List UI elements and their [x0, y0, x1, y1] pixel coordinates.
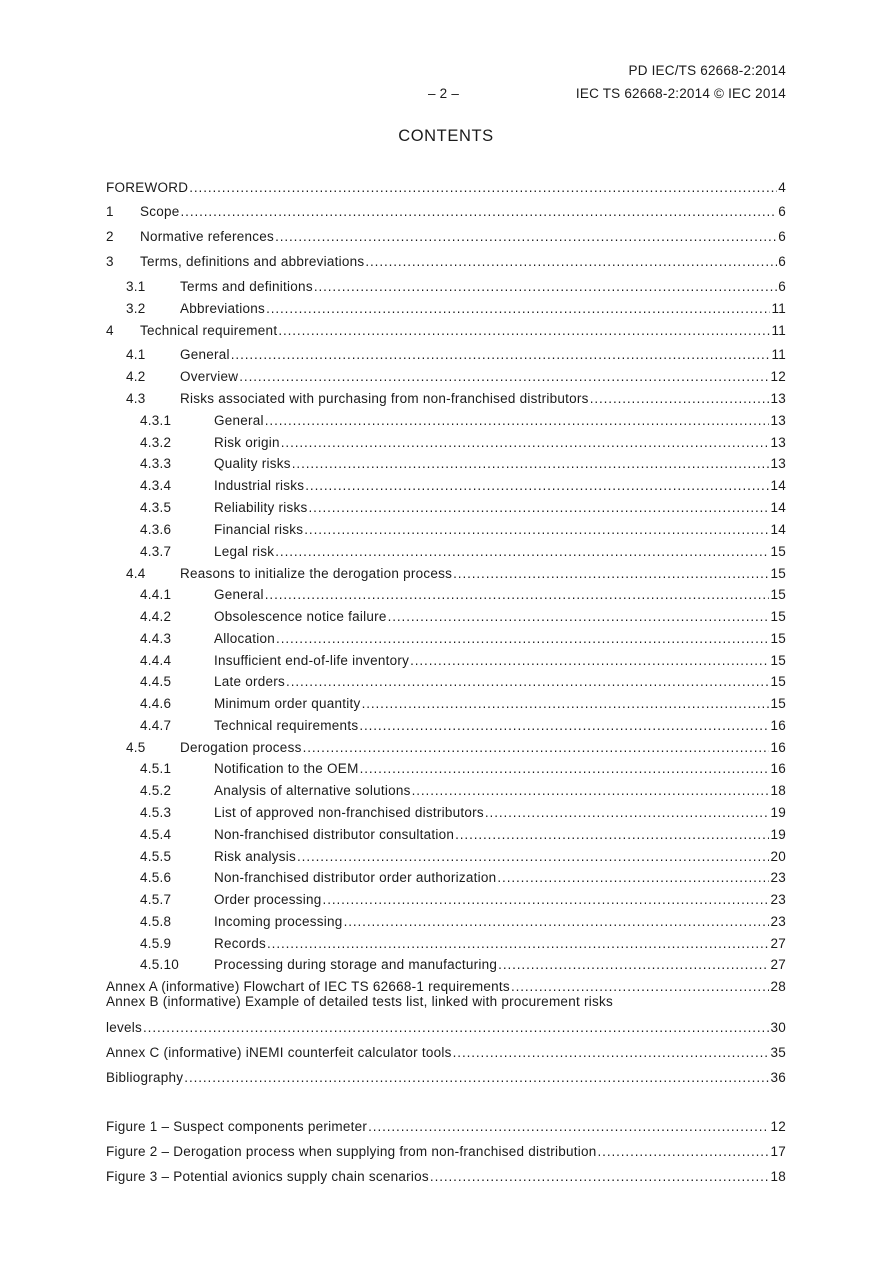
toc-entry[interactable]: [106, 1167, 786, 1185]
toc-dot-leader: [360, 761, 770, 777]
toc-entry[interactable]: [106, 1043, 786, 1061]
toc-entry[interactable]: [106, 321, 786, 339]
toc-entry-number: 4.4.5: [140, 674, 172, 689]
toc-entry[interactable]: [140, 454, 786, 472]
toc-entry-number: 4.2: [126, 369, 146, 384]
toc-entry-page: 23: [770, 892, 786, 907]
toc-entry-title: FOREWORD: [106, 180, 189, 195]
toc-entry-page: 14: [770, 522, 786, 537]
toc-entry-title: Figure 1 – Suspect components perimeter: [106, 1119, 368, 1134]
toc-entry[interactable]: [140, 890, 786, 908]
toc-entry[interactable]: [140, 868, 786, 886]
toc-dot-leader: [314, 279, 777, 295]
toc-entry-page: 23: [770, 914, 786, 929]
toc-entry[interactable]: [140, 476, 786, 494]
toc-entry-page: 18: [770, 783, 786, 798]
toc-entry[interactable]: [126, 389, 786, 407]
toc-entry[interactable]: [140, 629, 786, 647]
toc-entry-number: 4.5.8: [140, 914, 172, 929]
toc-entry-title: Technical requirement: [140, 323, 278, 338]
toc-dot-leader: [303, 740, 770, 756]
toc-entry-title: List of approved non-franchised distributors: [214, 805, 484, 820]
toc-entry-title: Reliability risks: [214, 500, 308, 515]
toc-entry-page: 13: [770, 456, 786, 471]
toc-entry[interactable]: [140, 912, 786, 930]
toc-entry-number: 2: [106, 229, 114, 244]
toc-dot-leader: [281, 435, 770, 451]
toc-entry-title: General: [214, 587, 264, 602]
toc-dot-leader: [388, 609, 770, 625]
toc-dot-leader: [275, 544, 769, 560]
toc-entry[interactable]: [126, 345, 786, 363]
toc-entry-title: Overview: [180, 369, 239, 384]
toc-entry[interactable]: [106, 1018, 786, 1036]
toc-entry-page: 12: [770, 369, 786, 384]
toc-dot-leader: [278, 323, 770, 339]
toc-entry-title: Late orders: [214, 674, 286, 689]
toc-entry-title: Risks associated with purchasing from non-franchised distributors: [180, 391, 589, 406]
toc-dot-leader: [498, 957, 769, 973]
toc-entry-number: 4.5.9: [140, 936, 172, 951]
toc-dot-leader: [430, 1169, 770, 1185]
toc-entry-title: Financial risks: [214, 522, 304, 537]
toc-entry-title: Technical requirements: [214, 718, 359, 733]
toc-entry-number: 4.3: [126, 391, 146, 406]
toc-entry-page: 15: [770, 653, 786, 668]
toc-entry-title: Records: [214, 936, 267, 951]
toc-entry[interactable]: [106, 1068, 786, 1086]
toc-entry-title: Figure 3 – Potential avionics supply chain scenarios: [106, 1169, 429, 1184]
toc-entry[interactable]: [126, 299, 786, 317]
toc-entry-title: Notification to the OEM: [214, 761, 359, 776]
toc-entry-page: 13: [770, 413, 786, 428]
toc-entry-page: 36: [770, 1070, 786, 1085]
toc-entry[interactable]: [140, 825, 786, 843]
toc-dot-leader: [485, 805, 770, 821]
toc-entry-page: 27: [770, 936, 786, 951]
toc-entry[interactable]: [126, 367, 786, 385]
toc-entry-title: Risk origin: [214, 435, 280, 450]
toc-entry[interactable]: [140, 694, 786, 712]
toc-dot-leader: [189, 180, 777, 196]
toc-entry[interactable]: [106, 977, 786, 995]
toc-entry-number: 4.3.5: [140, 500, 172, 515]
toc-entry-number: 4.4.1: [140, 587, 172, 602]
toc-dot-leader: [275, 229, 777, 245]
toc-entry-page: 6: [778, 254, 786, 269]
toc-entry-page: 15: [770, 696, 786, 711]
document-id: PD IEC/TS 62668-2:2014: [628, 63, 786, 78]
toc-dot-leader: [359, 718, 769, 734]
toc-dot-leader: [323, 892, 770, 908]
toc-entry-number: 3.2: [126, 301, 146, 316]
toc-entry-title: Obsolescence notice failure: [214, 609, 387, 624]
toc-entry-number: 4.5.10: [140, 957, 180, 972]
toc-entry-title: Order processing: [214, 892, 322, 907]
toc-entry-title: levels: [106, 1020, 143, 1035]
toc-entry-number: 3.1: [126, 279, 146, 294]
toc-dot-leader: [184, 1070, 769, 1086]
toc-entry[interactable]: [106, 202, 786, 220]
toc-dot-leader: [239, 369, 769, 385]
toc-entry-number: 4.5.4: [140, 827, 172, 842]
toc-entry-page: 14: [770, 478, 786, 493]
toc-entry-title: Allocation: [214, 631, 276, 646]
toc-entry-page: 11: [771, 323, 786, 338]
toc-entry-number: 4.4.7: [140, 718, 172, 733]
toc-entry-title: Annex A (informative) Flowchart of IEC TS 62668-1 requirements: [106, 979, 510, 994]
toc-entry[interactable]: [106, 1142, 786, 1160]
toc-entry-page: 15: [770, 674, 786, 689]
toc-entry-page: 15: [770, 631, 786, 646]
toc-entry[interactable]: [106, 1117, 786, 1135]
toc-entry-title: Insufficient end-of-life inventory: [214, 653, 410, 668]
toc-entry[interactable]: [140, 498, 786, 516]
toc-entry-page: 18: [770, 1169, 786, 1184]
toc-entry-title: Legal risk: [214, 544, 275, 559]
toc-entry[interactable]: [140, 781, 786, 799]
toc-entry-title: Derogation process: [180, 740, 302, 755]
page-number: – 2 –: [428, 86, 460, 101]
toc-entry[interactable]: [106, 227, 786, 245]
toc-entry[interactable]: [140, 759, 786, 777]
toc-entry-page: 15: [770, 544, 786, 559]
toc-entry-number: 4.3.6: [140, 522, 172, 537]
toc-entry[interactable]: [140, 803, 786, 821]
toc-dot-leader: [344, 914, 770, 930]
toc-entry[interactable]: [140, 433, 786, 451]
toc-entry-number: 4.1: [126, 347, 146, 362]
toc-entry-title: Bibliography: [106, 1070, 184, 1085]
toc-dot-leader: [412, 783, 770, 799]
toc-entry[interactable]: [140, 672, 786, 690]
toc-entry-number: 4.4.6: [140, 696, 172, 711]
toc-entry-page: 6: [778, 279, 786, 294]
toc-entry[interactable]: [106, 252, 786, 270]
toc-dot-leader: [365, 254, 777, 270]
toc-entry-number: 4.3.3: [140, 456, 172, 471]
toc-entry-number: 4.4: [126, 566, 146, 581]
toc-entry-page: 16: [770, 718, 786, 733]
toc-entry-number: 4.5.2: [140, 783, 172, 798]
toc-dot-leader: [267, 936, 769, 952]
toc-dot-leader: [286, 674, 769, 690]
toc-dot-leader: [292, 456, 770, 472]
toc-dot-leader: [455, 827, 769, 843]
toc-entry-page: 20: [770, 849, 786, 864]
toc-entry-page: 15: [770, 587, 786, 602]
toc-entry-title: Normative references: [140, 229, 275, 244]
toc-entry-number: 4.5: [126, 740, 146, 755]
toc-entry-page: 35: [770, 1045, 786, 1060]
toc-entry-number: 4.5.3: [140, 805, 172, 820]
toc-entry-page: 30: [770, 1020, 786, 1035]
toc-entry[interactable]: [140, 411, 786, 429]
toc-entry-title: Incoming processing: [214, 914, 343, 929]
toc-entry-page: 14: [770, 500, 786, 515]
toc-entry-title: Minimum order quantity: [214, 696, 361, 711]
toc-entry-number: 4.4.4: [140, 653, 172, 668]
toc-entry-title: Annex C (informative) iNEMI counterfeit calculator tools: [106, 1045, 452, 1060]
toc-entry-page: 23: [770, 870, 786, 885]
standard-copyright: IEC TS 62668-2:2014 © IEC 2014: [575, 86, 786, 101]
toc-entry-title: Industrial risks: [214, 478, 305, 493]
toc-entry-title: Non-franchised distributor consultation: [214, 827, 455, 842]
toc-entry-number: 4.5.6: [140, 870, 172, 885]
toc-entry-title: Quality risks: [214, 456, 291, 471]
toc-dot-leader: [410, 653, 769, 669]
toc-dot-leader: [304, 522, 769, 538]
toc-dot-leader: [276, 631, 769, 647]
toc-entry[interactable]: [140, 607, 786, 625]
toc-entry[interactable]: [140, 585, 786, 603]
toc-entry-title: General: [180, 347, 230, 362]
toc-entry-title: Scope: [140, 204, 180, 219]
toc-dot-leader: [265, 413, 770, 429]
toc-dot-leader: [511, 979, 770, 995]
toc-entry[interactable]: [126, 738, 786, 756]
toc-entry-number: 4.3.7: [140, 544, 172, 559]
toc-entry-annex-b-line1: Annex B (informative) Example of detailed tests list, linked with procurement risks: [106, 994, 613, 1009]
toc-entry-page: 11: [771, 301, 786, 316]
toc-entry-page: 15: [770, 609, 786, 624]
toc-entry-title: Analysis of alternative solutions: [214, 783, 411, 798]
toc-entry-page: 15: [770, 566, 786, 581]
toc-entry-number: 1: [106, 204, 114, 219]
toc-dot-leader: [362, 696, 770, 712]
toc-entry[interactable]: [140, 542, 786, 560]
toc-entry[interactable]: [140, 651, 786, 669]
toc-entry[interactable]: [126, 277, 786, 295]
toc-entry-number: 4.4.3: [140, 631, 172, 646]
toc-entry-number: 4: [106, 323, 114, 338]
toc-entry-title: Reasons to initialize the derogation process: [180, 566, 453, 581]
toc-dot-leader: [181, 204, 778, 220]
toc-entry-number: 4.4.2: [140, 609, 172, 624]
toc-dot-leader: [309, 500, 770, 516]
toc-entry-number: 4.3.1: [140, 413, 172, 428]
toc-entry[interactable]: [140, 955, 786, 973]
toc-entry-page: 16: [770, 761, 786, 776]
toc-entry-title: Abbreviations: [180, 301, 266, 316]
toc-entry[interactable]: [140, 847, 786, 865]
toc-entry-number: 4.5.7: [140, 892, 172, 907]
toc-entry[interactable]: [126, 564, 786, 582]
toc-dot-leader: [231, 347, 771, 363]
toc-entry-page: 4: [778, 180, 786, 195]
toc-dot-leader: [266, 301, 770, 317]
toc-dot-leader: [453, 566, 769, 582]
toc-entry-title: Processing during storage and manufacturing: [214, 957, 498, 972]
toc-entry-page: 19: [770, 827, 786, 842]
toc-entry[interactable]: [140, 520, 786, 538]
toc-dot-leader: [368, 1119, 769, 1135]
toc-entry-page: 13: [770, 391, 786, 406]
toc-entry-page: 12: [770, 1119, 786, 1134]
toc-entry-page: 6: [778, 204, 786, 219]
toc-dot-leader: [265, 587, 770, 603]
toc-entry[interactable]: [140, 716, 786, 734]
toc-dot-leader: [590, 391, 770, 407]
toc-dot-leader: [305, 478, 769, 494]
toc-entry-title: General: [214, 413, 264, 428]
toc-entry-page: 6: [778, 229, 786, 244]
toc-entry-title: Risk analysis: [214, 849, 297, 864]
page-title: CONTENTS: [398, 127, 494, 145]
toc-entry-page: 28: [770, 979, 786, 994]
toc-entry-page: 13: [770, 435, 786, 450]
toc-entry-title: Terms and definitions: [180, 279, 313, 294]
toc-entry-title: Non-franchised distributor order authorization: [214, 870, 497, 885]
toc-entry-page: 17: [770, 1144, 786, 1159]
toc-dot-leader: [297, 849, 769, 865]
toc-entry-number: 3: [106, 254, 114, 269]
toc-entry-page: 19: [770, 805, 786, 820]
toc-entry-title: Figure 2 – Derogation process when supplying from non-franchised distribution: [106, 1144, 597, 1159]
toc-entry-page: 27: [770, 957, 786, 972]
toc-dot-leader: [497, 870, 769, 886]
toc-entry-page: 16: [770, 740, 786, 755]
toc-entry-number: 4.5.5: [140, 849, 172, 864]
toc-entry[interactable]: [140, 934, 786, 952]
toc-entry-title: Terms, definitions and abbreviations: [140, 254, 365, 269]
toc-entry-number: 4.5.1: [140, 761, 172, 776]
toc-dot-leader: [143, 1020, 769, 1036]
toc-entry[interactable]: [106, 178, 786, 196]
toc-entry-page: 11: [771, 347, 786, 362]
toc-dot-leader: [453, 1045, 770, 1061]
toc-entry-number: 4.3.2: [140, 435, 172, 450]
toc-dot-leader: [598, 1144, 770, 1160]
toc-entry-number: 4.3.4: [140, 478, 172, 493]
